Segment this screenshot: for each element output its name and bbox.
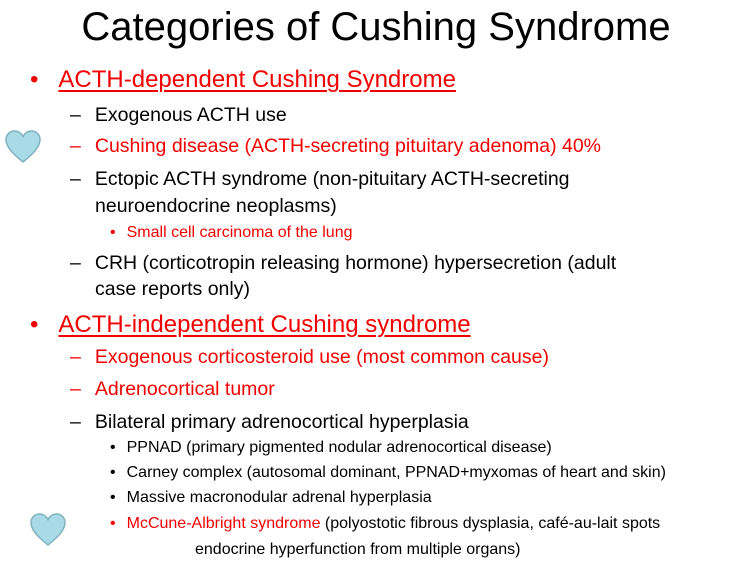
list-item-text: CRH (corticotropin releasing hormone) hypersecretion (adult [94,252,617,274]
sub-item-ppnad [110,437,552,458]
main-bullet: • [30,311,39,338]
list-item-text: Exogenous corticosteroid use (most common cause) [94,346,549,368]
list-item-text: Bilateral primary adrenocortical hyperplasia [94,411,469,433]
list-item-crh [70,251,616,276]
sub-item-massive-macronodular [110,487,432,508]
small-bullet: • [110,464,116,481]
small-bullet: • [110,515,116,532]
list-item-text: Ectopic ACTH syndrome (non-pituitary ACTH-secreting [94,168,570,190]
slide-title: Categories of Cushing Syndrome [81,5,671,49]
main-bullet: • [30,66,39,93]
sub-item-text: PPNAD (primary pigmented nodular adrenocortical disease) [126,439,552,456]
dash-bullet: – [70,346,81,368]
sub-item-text: Massive macronodular adrenal hyperplasia [126,489,432,506]
dash-bullet: – [70,378,81,400]
sub-item-mccune-albright-continued: endocrine hyperfunction from multiple organs) [195,541,521,558]
list-item-ectopic-acth [70,167,570,192]
list-item-adrenocortical-tumor [70,377,275,402]
dash-bullet: – [70,168,81,190]
sub-item-carney-complex [110,462,666,483]
heart-icon [5,130,41,164]
sub-item-name: McCune-Albright syndrome [126,515,321,532]
small-bullet: • [110,489,116,506]
dash-bullet: – [70,135,81,157]
small-bullet: • [110,439,116,456]
list-item-text: Cushing disease (ACTH-secreting pituitary adenoma) 40% [94,135,602,157]
dash-bullet: – [70,411,81,433]
section-heading-text: ACTH-dependent Cushing Syndrome [58,66,456,93]
section-heading-acth-independent [30,311,471,339]
sub-item-desc: (polyostotic fibrous dysplasia, café-au-lait spots [320,515,661,532]
list-item-exogenous-acth [70,103,287,128]
sub-item-text: Small cell carcinoma of the lung [126,224,353,241]
list-item-crh-continued: case reports only) [95,278,250,300]
small-bullet: • [110,224,116,241]
list-item-text: Adrenocortical tumor [94,378,275,400]
list-item-ectopic-acth-continued: neuroendocrine neoplasms) [95,195,337,217]
sub-item-text: Carney complex (autosomal dominant, PPNAD+myxomas of heart and skin) [126,464,666,481]
sub-item-mccune-albright [110,513,660,534]
list-item-exogenous-corticosteroid [70,345,549,370]
heart-icon [30,513,66,547]
list-item-cushing-disease [70,134,601,159]
dash-bullet: – [70,252,81,274]
dash-bullet: – [70,104,81,126]
list-item-text: Exogenous ACTH use [94,104,287,126]
section-heading-text: ACTH-independent Cushing syndrome [58,311,471,338]
list-item-bilateral-hyperplasia [70,410,469,435]
sub-item-small-cell-carcinoma [110,222,353,243]
section-heading-acth-dependent [30,66,456,94]
